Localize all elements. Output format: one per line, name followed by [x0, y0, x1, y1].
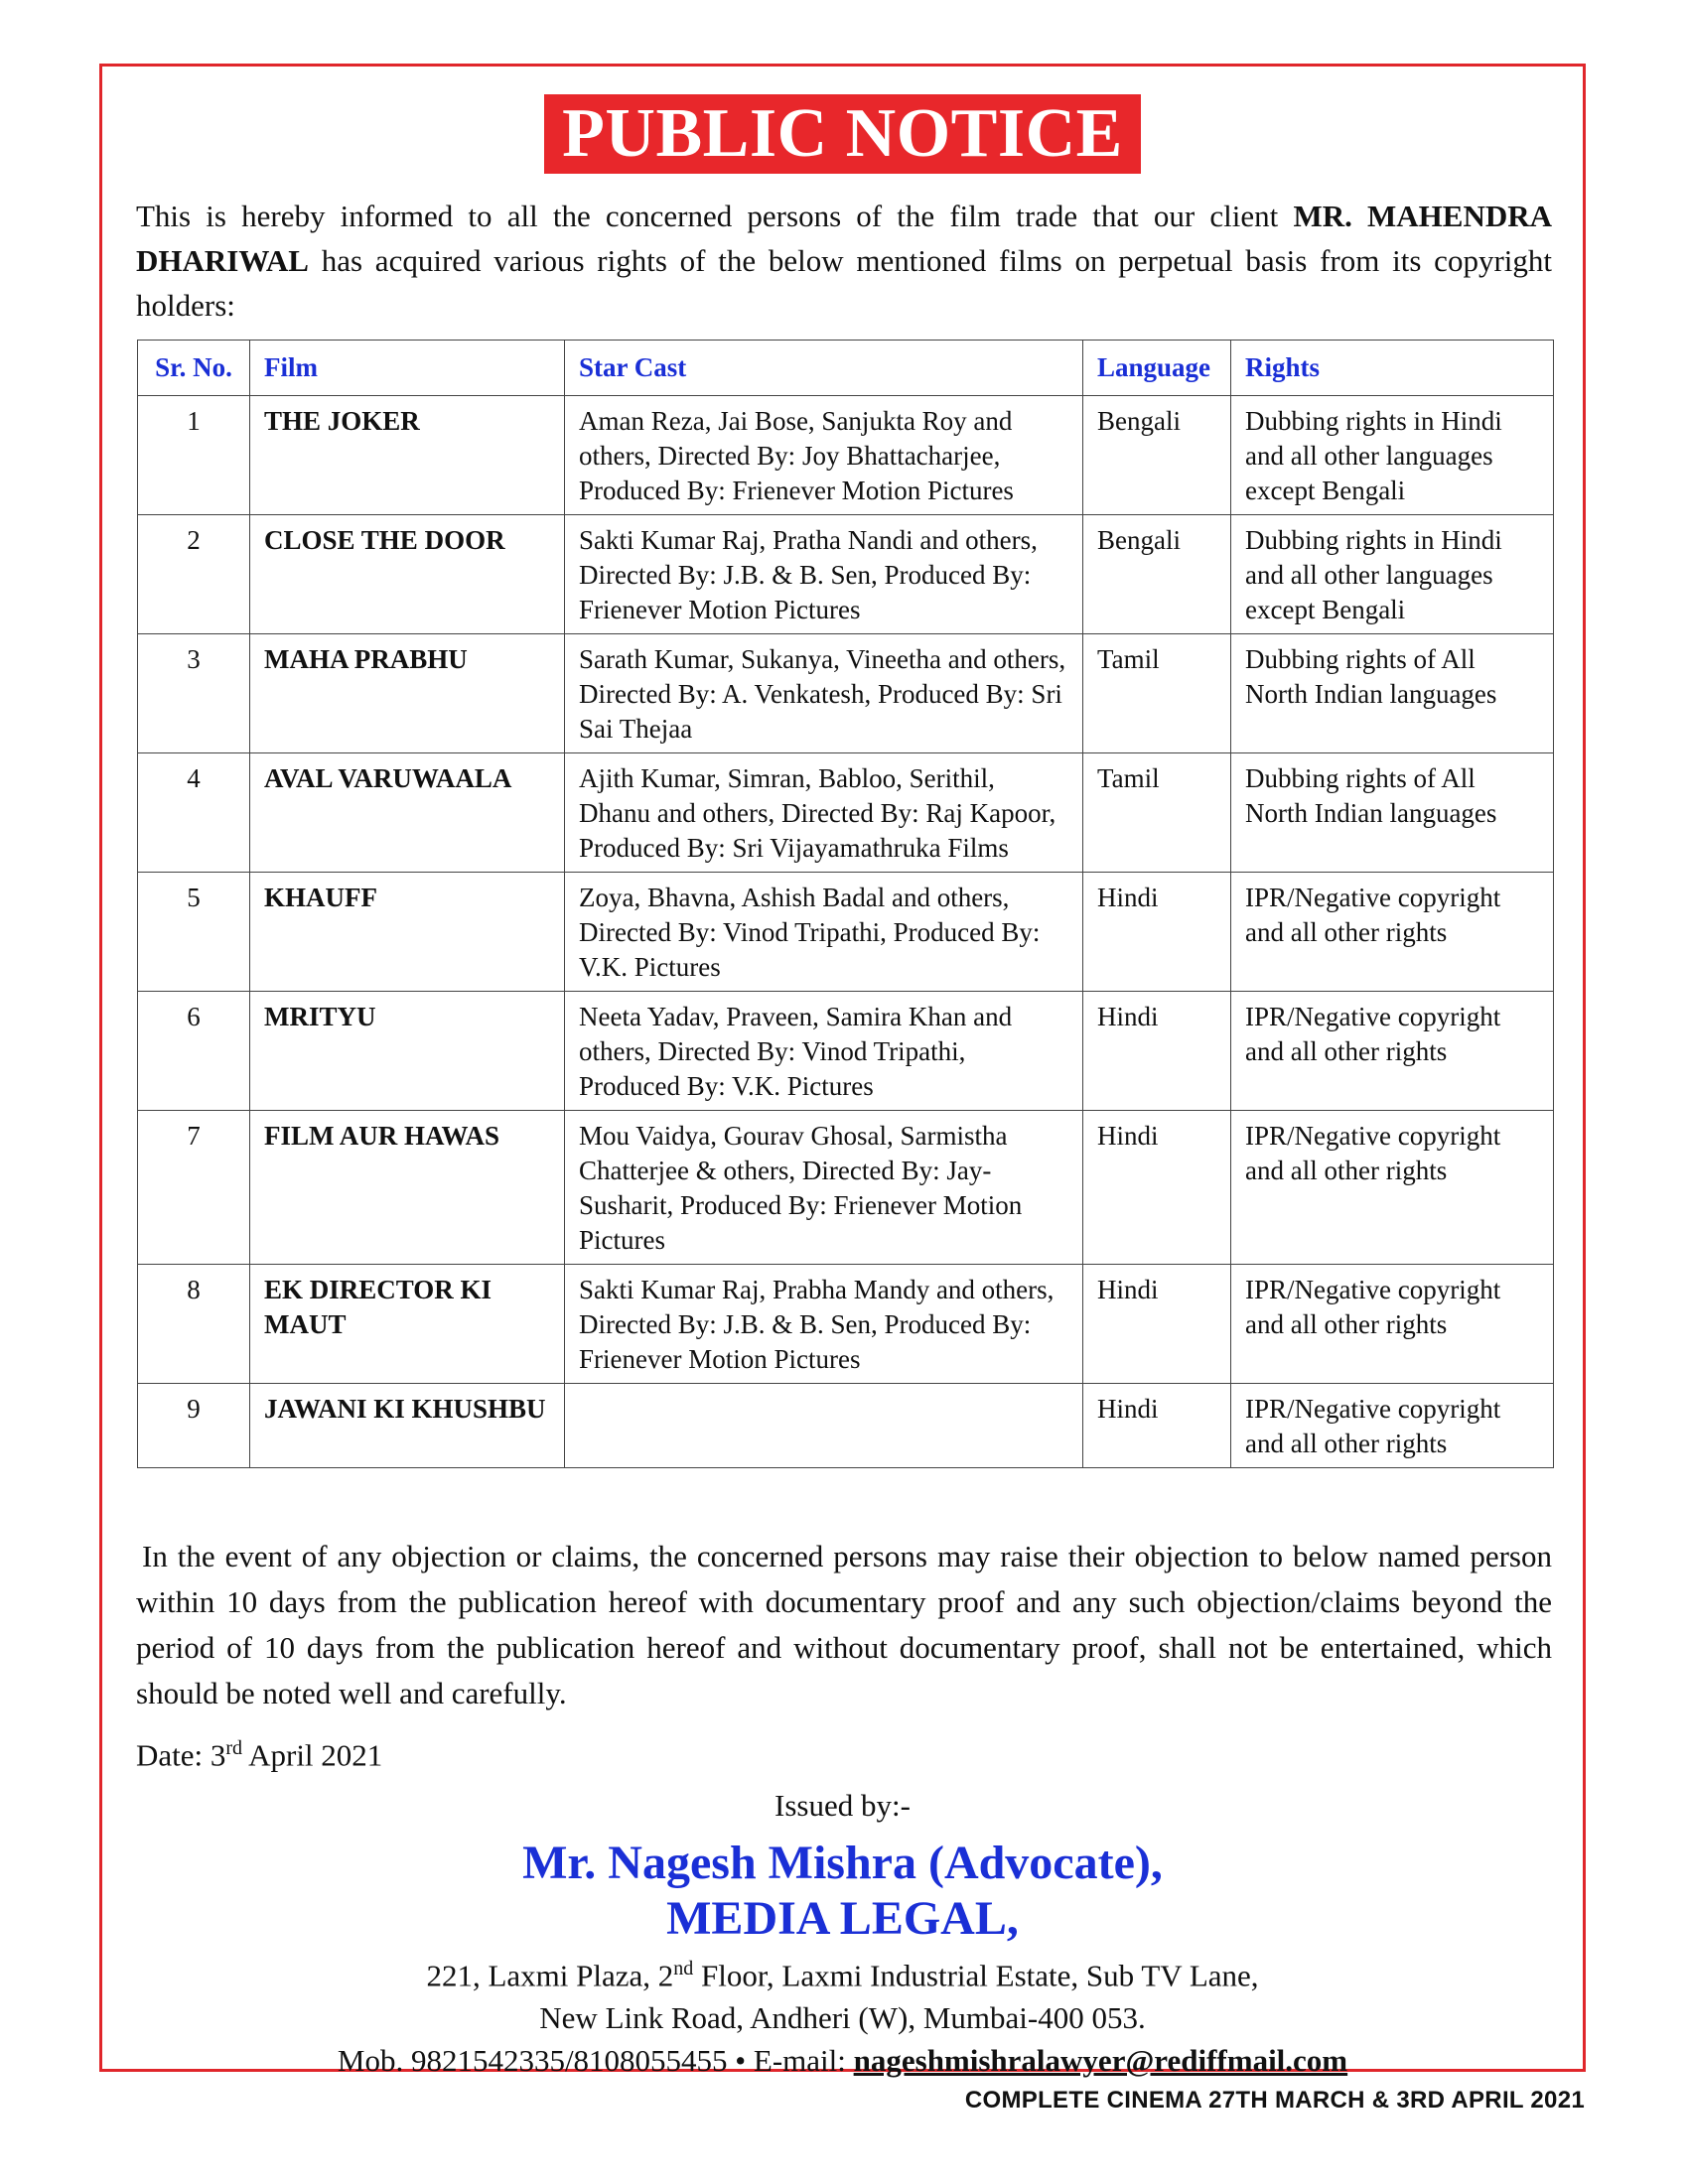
objection-paragraph: In the event of any objection or claims, the concerned persons may raise their objection to below named person within 10 days from the publication hereof with documentary proof and any such objection/claims beyond the period of 10 days from the publication hereof and without documentary proof, shall not be entertained, which should be noted well and carefully.	[136, 1539, 1552, 1710]
cell-sr: 5	[138, 873, 250, 992]
issuer-address	[102, 1948, 1583, 2082]
header-sr-no: Sr. No.	[138, 341, 250, 396]
intro-paragraph	[136, 194, 1552, 328]
address-line-1-prefix: 221, Laxmi Plaza, 2	[426, 1958, 674, 1993]
table-row	[138, 1111, 1554, 1265]
cell-film: MRITYU	[250, 992, 565, 1111]
cell-sr: 3	[138, 634, 250, 753]
date-prefix: Date: 3	[136, 1737, 226, 1773]
cell-sr: 6	[138, 992, 250, 1111]
email-link[interactable]: nageshmishralawyer@rediffmail.com	[853, 2043, 1348, 2079]
header-rights: Rights	[1231, 341, 1554, 396]
contact-line	[102, 2039, 1583, 2082]
films-table	[137, 340, 1554, 1468]
cell-rights: Dubbing rights in Hindi and all other languages except Bengali	[1231, 515, 1554, 634]
cell-sr: 4	[138, 753, 250, 873]
date-suffix: April 2021	[242, 1737, 383, 1773]
address-line-1-sup: nd	[673, 1958, 694, 1979]
cell-sr: 9	[138, 1384, 250, 1468]
cell-film: MAHA PRABHU	[250, 634, 565, 753]
contact-prefix: Mob. 9821542335/8108055455 • E-mail:	[337, 2043, 854, 2079]
date-sup: rd	[225, 1737, 243, 1759]
address-line-2: New Link Road, Andheri (W), Mumbai-400 053.	[539, 2000, 1146, 2036]
cell-sr: 1	[138, 396, 250, 515]
cell-language: Hindi	[1083, 1265, 1231, 1384]
cell-film: CLOSE THE DOOR	[250, 515, 565, 634]
table-row	[138, 992, 1554, 1111]
cell-rights: IPR/Negative copyright and all other rights	[1231, 1111, 1554, 1265]
cell-cast: Neeta Yadav, Praveen, Samira Khan and others, Directed By: Vinod Tripathi, Produced By: V.K. Pictures	[565, 992, 1083, 1111]
address-line-1	[102, 1948, 1583, 1996]
cell-cast: Sakti Kumar Raj, Pratha Nandi and others, Directed By: J.B. & B. Sen, Produced By: Frienever Motion Pictures	[565, 515, 1083, 634]
header-star-cast: Star Cast	[565, 341, 1083, 396]
cell-cast: Sakti Kumar Raj, Prabha Mandy and others, Directed By: J.B. & B. Sen, Produced By: Frienever Motion Pictures	[565, 1265, 1083, 1384]
cell-film: EK DIRECTOR KI MAUT	[250, 1265, 565, 1384]
cell-film: JAWANI KI KHUSHBU	[250, 1384, 565, 1468]
cell-language: Hindi	[1083, 992, 1231, 1111]
cell-film: FILM AUR HAWAS	[250, 1111, 565, 1265]
table-row	[138, 1384, 1554, 1468]
notice-frame	[99, 64, 1586, 2079]
cell-language: Bengali	[1083, 396, 1231, 515]
table-row	[138, 753, 1554, 873]
cell-cast	[565, 1384, 1083, 1468]
table-row	[138, 634, 1554, 753]
cell-cast: Ajith Kumar, Simran, Babloo, Serithil, Dhanu and others, Directed By: Raj Kapoor, Produced By: Sri Vijayamathruka Films	[565, 753, 1083, 873]
cell-cast: Aman Reza, Jai Bose, Sanjukta Roy and others, Directed By: Joy Bhattacharjee, Produced By: Frienever Motion Pictures	[565, 396, 1083, 515]
title-wrap	[102, 94, 1583, 174]
header-film: Film	[250, 341, 565, 396]
cell-cast: Zoya, Bhavna, Ashish Badal and others, Directed By: Vinod Tripathi, Produced By: V.K. Pictures	[565, 873, 1083, 992]
cell-language: Hindi	[1083, 1384, 1231, 1468]
cell-rights: IPR/Negative copyright and all other rights	[1231, 992, 1554, 1111]
firm-name: MEDIA LEGAL,	[666, 1892, 1019, 1945]
issued-by: Issued by:-	[774, 1788, 911, 1823]
client-name: MR. MAHENDRA DHARIWAL	[136, 199, 1553, 278]
cell-language: Tamil	[1083, 634, 1231, 753]
cell-language: Hindi	[1083, 1111, 1231, 1265]
notice-date	[136, 1726, 382, 1777]
advocate-name: Mr. Nagesh Mishra (Advocate),	[522, 1837, 1163, 1889]
table-row	[138, 396, 1554, 515]
table-row	[138, 1265, 1554, 1384]
table-row	[138, 515, 1554, 634]
address-line-1-suffix: Floor, Laxmi Industrial Estate, Sub TV Lane,	[693, 1958, 1259, 1993]
cell-rights: Dubbing rights of All North Indian languages	[1231, 634, 1554, 753]
cell-sr: 2	[138, 515, 250, 634]
cell-rights: IPR/Negative copyright and all other rights	[1231, 1265, 1554, 1384]
cell-film: KHAUFF	[250, 873, 565, 992]
cell-language: Hindi	[1083, 873, 1231, 992]
cell-film: THE JOKER	[250, 396, 565, 515]
issuer-block	[102, 1836, 1583, 1947]
cell-rights: IPR/Negative copyright and all other rights	[1231, 873, 1554, 992]
table-header-row	[138, 341, 1554, 396]
cell-film: AVAL VARUWAALA	[250, 753, 565, 873]
header-language: Language	[1083, 341, 1231, 396]
cell-cast: Sarath Kumar, Sukanya, Vineetha and others, Directed By: A. Venkatesh, Produced By: Sri Sai Thejaa	[565, 634, 1083, 753]
cell-sr: 7	[138, 1111, 250, 1265]
cell-language: Bengali	[1083, 515, 1231, 634]
publication-footer: COMPLETE CINEMA 27TH MARCH & 3RD APRIL 2021	[964, 2087, 1585, 2114]
intro-prefix: This is hereby informed to all the concerned persons of the film trade that our client	[136, 199, 1294, 233]
table-row	[138, 873, 1554, 992]
cell-rights: Dubbing rights of All North Indian languages	[1231, 753, 1554, 873]
cell-language: Tamil	[1083, 753, 1231, 873]
cell-sr: 8	[138, 1265, 250, 1384]
intro-suffix: has acquired various rights of the below mentioned films on perpetual basis from its copyright holders:	[136, 243, 1552, 323]
cell-cast: Mou Vaidya, Gourav Ghosal, Sarmistha Chatterjee & others, Directed By: Jay-Susharit, Produced By: Frienever Motion Pictures	[565, 1111, 1083, 1265]
notice-title: PUBLIC NOTICE	[544, 94, 1141, 174]
cell-rights: IPR/Negative copyright and all other rights	[1231, 1384, 1554, 1468]
cell-rights: Dubbing rights in Hindi and all other languages except Bengali	[1231, 396, 1554, 515]
